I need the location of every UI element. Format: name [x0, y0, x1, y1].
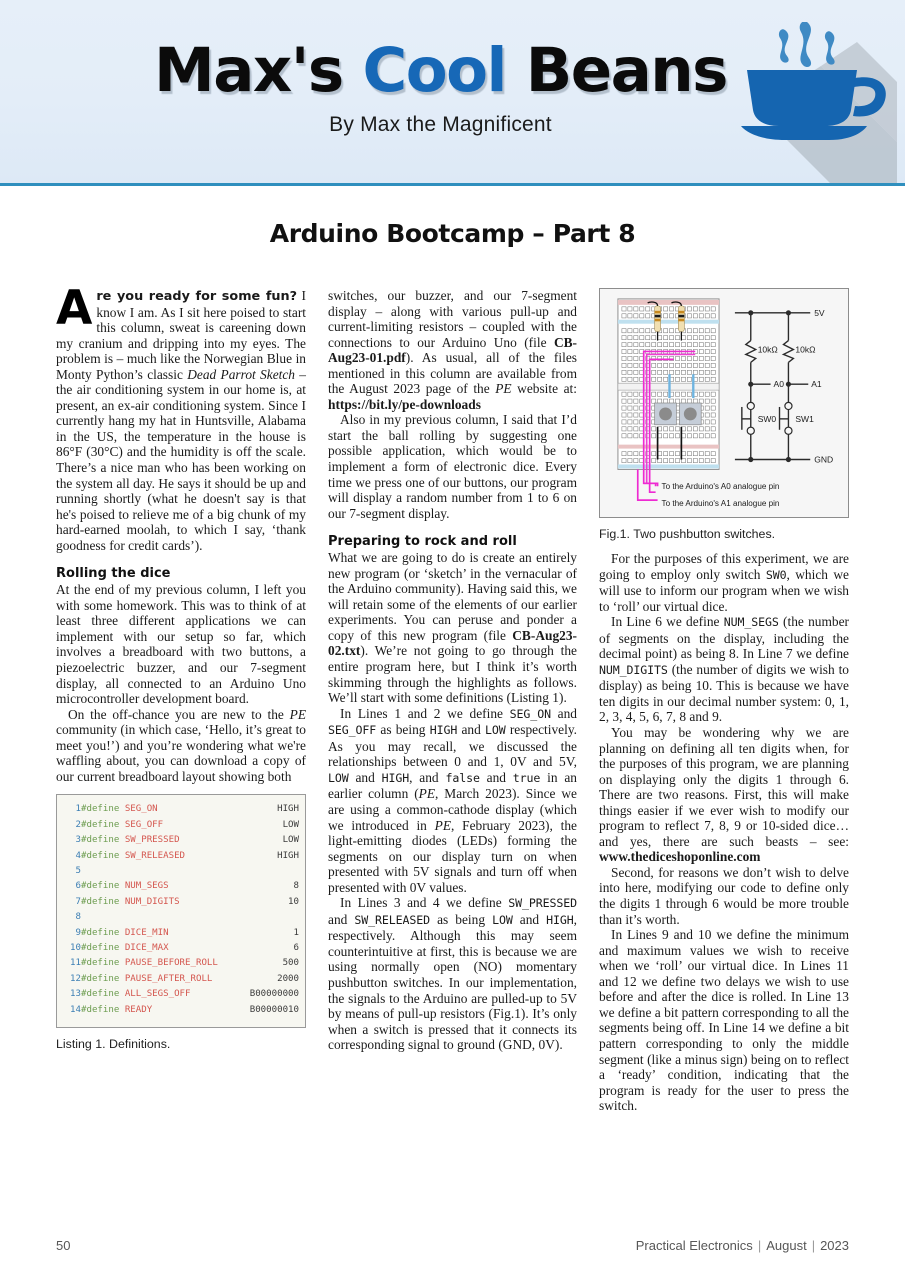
page-footer	[56, 1238, 849, 1253]
masthead-title-part2: Cool	[362, 35, 526, 106]
downloads-url[interactable]: https://bit.ly/pe-downloads	[328, 396, 481, 412]
code-line-number: 11	[70, 958, 81, 969]
col3-p2-a: In Line 6 we define	[611, 614, 724, 630]
col2-p5-c: as being	[430, 911, 493, 927]
col1-lead-bold: re you ready for some fun?	[96, 289, 298, 304]
code-identifier: ALL_SEGS_OFF	[124, 989, 191, 1000]
col2-code-high-1: HIGH	[429, 723, 458, 738]
col2-p4-k: , February 2023), the light-emitting diodes (LEDs) forming the segments on our display turn on when presented with 5V signals and turn off when presented with 0V values.	[328, 817, 577, 895]
code-directive: #define	[81, 943, 125, 954]
col3-paragraph-3	[599, 725, 849, 865]
code-identifier: DICE_MAX	[124, 943, 169, 954]
col2-para1-a: switches, our buzzer, and our 7-segment display – along with various pull-up and current-limiting resistors – coupled with the connections to our Arduino Uno (file	[328, 288, 577, 350]
code-directive: #define	[81, 973, 125, 984]
code-identifier: READY	[124, 1004, 153, 1015]
breadboard-schematic-diagram	[600, 289, 848, 517]
code-directive: #define	[81, 835, 125, 846]
col2-p4-c: as being	[376, 722, 430, 738]
listing-caption: Listing 1. Definitions.	[56, 1037, 171, 1052]
code-line-content	[81, 941, 241, 956]
code-line-number: 1	[75, 804, 81, 815]
code-listing-box	[56, 794, 306, 1028]
col3-paragraph-1	[599, 551, 849, 614]
code-line-content	[81, 910, 241, 925]
code-line-number: 4	[75, 850, 81, 861]
code-line-number: 14	[70, 1004, 81, 1015]
code-value: 2000	[277, 973, 299, 984]
code-line-content	[81, 818, 241, 833]
col1-para1-italic: Dead Parrot Sketch	[187, 366, 295, 382]
code-line	[61, 864, 299, 879]
col2-paragraph-4	[328, 706, 577, 896]
code-identifier: PAUSE_BEFORE_ROLL	[124, 958, 218, 969]
code-line-content	[81, 864, 241, 879]
code-value: 8	[293, 881, 299, 892]
col2-code-sw-released: SW_RELEASED	[354, 912, 431, 927]
col2-paragraph-5	[328, 895, 577, 1052]
code-line-number: 6	[75, 881, 81, 892]
code-value: B00000000	[249, 989, 299, 1000]
code-directive: #define	[81, 989, 125, 1000]
code-line	[61, 972, 299, 987]
col2-p4-pe-1: PE	[418, 786, 436, 802]
code-listing-table	[61, 802, 299, 1018]
code-value: 1	[293, 927, 299, 938]
col3-code-num-segs: NUM_SEGS	[723, 615, 779, 630]
code-line-number: 3	[75, 835, 81, 846]
code-line	[61, 941, 299, 956]
code-line-number: 5	[75, 866, 81, 877]
code-identifier: DICE_MIN	[124, 927, 169, 938]
code-line-content	[81, 833, 241, 848]
label-r2: 10kΩ	[795, 344, 816, 355]
column-one	[56, 281, 307, 1114]
code-identifier: SW_RELEASED	[124, 850, 186, 861]
col2-p4-i: in an earlier column (	[328, 769, 577, 802]
code-value: 500	[282, 958, 299, 969]
code-line-content	[81, 802, 241, 817]
col2-file-ref-2: CB-Aug23-02.txt	[328, 627, 577, 659]
code-value: HIGH	[277, 804, 299, 815]
col3-paragraph-2	[599, 614, 849, 725]
col3-p3-a: You may be wondering why we are planning on defining all ten digits when, for the purposes of this program, we are planning on displaying only the digits 1 through 6. There are two reasons. First, this will make things easier if we ever wish to modify our program to reflect 7, 8, 9 or 10-sided dice… and yes, there are such beasts – see:	[599, 725, 849, 849]
code-identifier: SEG_OFF	[124, 819, 164, 830]
col2-p5-a: In Lines 3 and 4 we define	[340, 895, 509, 911]
col2-para1-italic: PE	[495, 381, 512, 397]
code-value	[241, 864, 299, 879]
col3-p2-c: (the number of digits we wish to display) as being 10. This is because we have ten digits in our decimal number system: 0, 1, 2, 3, 4, 5, 6, 7, 8 and 9.	[599, 661, 849, 725]
footer-sep-1: |	[757, 1238, 762, 1253]
code-value: 10	[288, 896, 299, 907]
col1-para1-rest: I know I am. As I sit here poised to start this column, sweat is careening down my cranium and dripping into my eyes. The problem is – much like the Norwegian Blue in Monty Python’s classic	[56, 288, 306, 382]
code-directive: #define	[81, 958, 125, 969]
footer-sep-2: |	[811, 1238, 816, 1253]
col2-code-low-3: LOW	[492, 912, 513, 927]
col2-code-low-2: LOW	[328, 770, 349, 785]
col2-p4-h: and	[479, 769, 513, 785]
col1-paragraph-1	[56, 281, 307, 553]
col1-subhead: Rolling the dice	[56, 566, 171, 582]
code-line-content	[81, 849, 241, 864]
col2-subhead: Preparing to rock and roll	[328, 534, 517, 550]
code-line-number: 2	[75, 819, 81, 830]
code-value: 6	[293, 943, 299, 954]
col3-p1-a: For the purposes of this experiment, we are going to employ only switch	[599, 551, 849, 582]
code-directive: #define	[81, 850, 125, 861]
col2-p4-a: In Lines 1 and 2 we define	[340, 705, 510, 721]
code-identifier: PAUSE_AFTER_ROLL	[124, 973, 213, 984]
code-identifier: SEG_ON	[124, 804, 158, 815]
breadboard-illustration	[618, 299, 719, 492]
dice-shop-url[interactable]: www.thediceshoponline.com	[599, 849, 761, 865]
code-directive: #define	[81, 1004, 125, 1015]
code-line	[61, 987, 299, 1002]
col2-para3-a: What we are going to do is create an entirely new program (or ‘sketch’ in the vernacular of the Arduino community). Having said this, we will retain some of the elements of our earlier experiments. You can peruse and ponder a copy of this new program (file	[328, 550, 577, 643]
col3-paragraph-4: Second, for reasons we don’t wish to delve into here, modifying our code to define only the digits 1 through 6 would be more trouble than it’s worth.	[599, 864, 849, 927]
col2-paragraph-2: Also in my previous column, I said that I’d start the ball rolling by suggesting one possible application, which would be to implement a form of electronic dice. Every time we press one of our buttons, our program will display a random number from 1 to 6 on our 7-segment display.	[328, 412, 577, 521]
code-line-content	[81, 895, 241, 910]
footer-magazine: Practical Electronics	[635, 1238, 753, 1253]
code-line	[61, 1003, 299, 1018]
col2-para1-b: ). As usual, all of the files mentioned in this column are available from the August 2023 page of the	[328, 350, 577, 397]
code-value: LOW	[282, 835, 299, 846]
code-value: HIGH	[277, 850, 299, 861]
column-two	[328, 288, 577, 1114]
col2-p4-b: and	[550, 705, 577, 721]
label-a0: A0	[773, 379, 784, 390]
page-number: 50	[56, 1238, 71, 1253]
label-sw1: SW1	[795, 413, 814, 424]
code-line-number: 8	[75, 912, 81, 923]
article-title: Arduino Bootcamp – Part 8	[269, 219, 636, 248]
label-5v: 5V	[814, 307, 825, 318]
code-line-number: 9	[75, 927, 81, 938]
code-line-content	[81, 1003, 241, 1018]
col3-p1-b: , which we will use to inform our program when we wish to ‘roll’ our virtual dice.	[599, 566, 849, 614]
col3-code-num-digits: NUM_DIGITS	[599, 662, 668, 677]
masthead-title-part3: Beans	[525, 35, 727, 106]
code-line-number: 10	[70, 943, 81, 954]
col2-code-sw-pressed: SW_PRESSED	[508, 896, 577, 911]
code-line-number: 7	[75, 896, 81, 907]
code-value	[241, 910, 299, 925]
label-sw0: SW0	[757, 413, 777, 424]
col2-p4-pe-2: PE	[434, 817, 451, 833]
masthead-title-part1: Max's	[154, 35, 363, 106]
col2-paragraph-3	[328, 550, 577, 705]
label-wire-a1: To the Arduino's A1 analogue pin	[661, 499, 780, 509]
col2-para3-b: ). We’re not going to go through the entire program here, but I think it’s worth skimming through the highlights as follows. We’ll start with some definitions (Listing 1).	[328, 643, 577, 706]
col2-code-seg-off: SEG_OFF	[328, 723, 377, 738]
masthead-banner	[0, 0, 905, 186]
code-directive: #define	[81, 804, 125, 815]
code-line	[61, 879, 299, 894]
col2-p4-f: and	[348, 769, 382, 785]
footer-month: August	[766, 1238, 807, 1253]
col2-p4-d: and	[457, 722, 485, 738]
code-line	[61, 956, 299, 971]
col2-p5-b: and	[328, 911, 355, 927]
col1-paragraph-3	[56, 707, 306, 785]
col2-code-seg-on: SEG_ON	[509, 706, 551, 721]
figure-1-box	[599, 288, 849, 518]
code-line-number: 13	[70, 989, 81, 1000]
col2-para1-c: website at:	[511, 381, 577, 397]
masthead-byline: By Max the Magnificent	[329, 113, 552, 136]
code-identifier: NUM_SEGS	[124, 881, 169, 892]
drop-cap: A	[56, 281, 93, 336]
col2-p4-j: , March 2023). Since we are using a common-cathode display (which we introduced in	[328, 786, 577, 833]
code-line-content	[81, 956, 241, 971]
col2-code-high-3: HIGH	[546, 912, 574, 927]
column-three	[599, 288, 849, 1114]
label-a1: A1	[811, 379, 822, 390]
col3-p2-b: (the number of segments on the display, including the decimal point) as being 8. In Line 7 we define	[599, 614, 849, 662]
col2-code-true: true	[512, 770, 541, 785]
masthead-title	[154, 35, 727, 106]
col1-para3-a: On the off-chance you are new to the	[68, 706, 290, 722]
article-body	[56, 281, 849, 1114]
footer-year: 2023	[820, 1238, 849, 1253]
code-line	[61, 818, 299, 833]
figure-1-caption: Fig.1. Two pushbutton switches.	[599, 527, 776, 541]
code-line-content	[81, 879, 241, 894]
code-identifier: SW_PRESSED	[124, 835, 180, 846]
code-line	[61, 910, 299, 925]
col2-p4-g: , and	[409, 769, 446, 785]
col3-paragraph-5: In Lines 9 and 10 we define the minimum and maximum values we wish to receive when we ‘roll’ our virtual dice. In Lines 11 and 12 we define two delays we wish to use before and after the dice is rolled. In Line 13 we define a bit pattern corresponding to all the segments being off. In Line 14 we define a bit pattern corresponding to only the middle segment (like a minus sign) being on to reflect a ‘ready’ condition, indicating that the program is ready for the user to press the switch.	[599, 927, 849, 1114]
label-wire-a0: To the Arduino's A0 analogue pin	[661, 482, 780, 492]
col2-p4-e: respectively. As you may recall, we discussed the relationships between 0 and 1, 0V and 5V,	[328, 722, 577, 770]
code-directive: #define	[81, 896, 125, 907]
col1-para3-italic: PE	[289, 706, 306, 722]
code-line-content	[81, 926, 241, 941]
code-line-number: 12	[70, 973, 81, 984]
code-line	[61, 895, 299, 910]
code-line	[61, 849, 299, 864]
col2-code-high-2: HIGH	[381, 770, 410, 785]
col2-p5-e: , respectively. Although this may seem counterintuitive at first, this is because we are using normally open (NO) momentary pushbutton switches. In our implementation, the signals to the Arduino are pulled-up to 5V by means of pull-up resistors (Fig.1). It’s only when a switch is pressed that it connects its corresponding signal to ground (GND, 0V).	[328, 911, 578, 1053]
code-directive: #define	[81, 881, 125, 892]
code-value: LOW	[282, 819, 299, 830]
code-line-content	[81, 972, 241, 987]
label-r1: 10kΩ	[757, 344, 778, 355]
col2-file-ref-1: CB-Aug23-01.pdf	[328, 334, 577, 366]
code-identifier: NUM_DIGITS	[124, 896, 180, 907]
label-gnd: GND	[814, 454, 834, 465]
code-line-content	[81, 987, 241, 1002]
col1-para1-tail: – the air conditioning system in our home is, at present, an ex-air conditioning system. Since I currently hang my hat in Huntsville, Alabama in the US, the temperature in the house is 86°F (30°C) and the humidity is off the scale. There’s a nice man who has been working on the system all day. He says it should be up and running shortly (what he doesn't say is that he's poised to relieve me of a big chunk of my hard-earned moolah, to which I say, ‘thank goodness for credit cards’).	[56, 366, 307, 553]
code-directive: #define	[81, 819, 125, 830]
col2-p5-d: and	[512, 911, 547, 927]
code-value: B00000010	[249, 1004, 299, 1015]
col1-paragraph-2: At the end of my previous column, I left you with some homework. This was to think of at least three different applications we can implement with our setup so far, which involves a breadboard with two buttons, a piezoelectric buzzer, and our 7-segment display, all connected to an Arduino Uno microcontroller development board.	[56, 582, 306, 707]
code-line	[61, 926, 299, 941]
code-line	[61, 802, 299, 817]
code-line	[61, 833, 299, 848]
col1-para3-b: community (in which case, ‘Hello, it’s great to meet you!’) and you’re wondering what we're waffling about, you can download a copy of our current breadboard layout showing both	[56, 722, 306, 784]
col2-code-low-1: LOW	[484, 723, 506, 738]
col2-code-false: false	[445, 770, 480, 785]
col3-code-sw0: SW0	[765, 567, 787, 582]
footer-publication	[636, 1238, 849, 1253]
col2-paragraph-1	[328, 288, 577, 412]
code-directive: #define	[81, 927, 125, 938]
